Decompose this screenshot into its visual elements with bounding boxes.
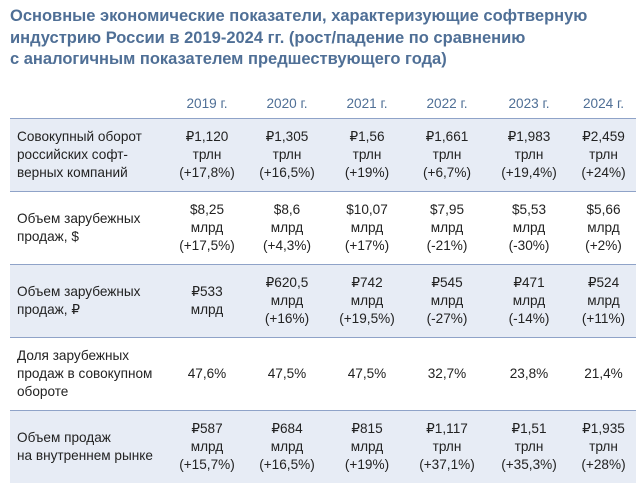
row-label-line: продаж, $	[17, 229, 79, 244]
table-cell	[571, 118, 636, 191]
cell-line: (+16,5%)	[259, 457, 315, 472]
cell-line: $5,53	[511, 202, 547, 217]
table-cell	[327, 118, 407, 191]
table-cell	[571, 264, 636, 337]
cell-line: ₽1,983	[507, 129, 551, 144]
title-line: Основные экономические показатели, характеризующие софтверную	[10, 7, 588, 25]
cell-line: трлн	[352, 147, 382, 162]
cell-line: млрд	[270, 439, 304, 454]
table-cell	[407, 410, 487, 483]
table-cell	[407, 264, 487, 337]
cell-line: ₽1,935	[582, 421, 625, 436]
cell-line: (+19%)	[344, 165, 390, 180]
cell-line: (-21%)	[426, 238, 468, 253]
table-cell	[407, 118, 487, 191]
cell-line: (+19,4%)	[501, 165, 557, 180]
cell-line: (+16,5%)	[259, 165, 315, 180]
cell-line: ₽1,661	[425, 129, 469, 144]
row-label-line: российских софт-	[17, 147, 128, 162]
cell-line: ₽524	[587, 275, 620, 290]
cell-line: (-30%)	[508, 238, 550, 253]
cell-line: ₽1,120	[185, 129, 229, 144]
cell-line: ₽533	[191, 284, 223, 299]
table-cell	[571, 410, 636, 483]
cell-line: трлн	[514, 439, 544, 454]
cell-line: трлн	[589, 439, 618, 454]
cell-line: (+11%)	[581, 311, 626, 326]
row-label	[10, 264, 167, 337]
table-row	[10, 410, 636, 483]
row-label-line: верных компаний	[17, 165, 128, 180]
table-cell	[327, 264, 407, 337]
cell-line: (+24%)	[581, 165, 626, 180]
cell-line: ₽684	[271, 421, 303, 436]
row-label-line: продаж, ₽	[17, 302, 80, 317]
cell-line: (+37,1%)	[419, 457, 475, 472]
column-header: 2021 г.	[346, 96, 388, 111]
table-cell	[247, 337, 327, 410]
column-header: 2023 г.	[508, 96, 550, 111]
cell-line: ₽742	[351, 275, 383, 290]
cell-line: млрд	[587, 220, 620, 235]
table-cell	[327, 410, 407, 483]
cell-line: ₽815	[351, 421, 383, 436]
cell-line: млрд	[350, 220, 384, 235]
cell-line: ₽545	[431, 275, 463, 290]
table-cell	[167, 118, 247, 191]
cell-line: (+35,3%)	[501, 457, 557, 472]
cell-line: 47,5%	[267, 366, 307, 381]
row-label-line: Доля зарубежных	[17, 348, 130, 363]
economic-indicators-table	[10, 90, 636, 483]
table-cell	[487, 264, 571, 337]
table-row	[10, 118, 636, 191]
cell-line: (+19,5%)	[339, 311, 395, 326]
cell-line: трлн	[514, 147, 544, 162]
row-label	[10, 410, 167, 483]
cell-line: ₽1,51	[511, 421, 547, 436]
cell-line: (+28%)	[581, 457, 626, 472]
row-label-line: Объем продаж	[17, 430, 111, 445]
table-header-row	[10, 90, 636, 118]
title-line: индустрию России в 2019-2024 гг. (рост/падение по сравнению	[10, 28, 526, 47]
table-cell	[247, 264, 327, 337]
cell-line: млрд	[270, 220, 304, 235]
row-label-line: продаж в совокупном	[17, 366, 153, 381]
cell-line: млрд	[190, 220, 224, 235]
column-header: 2019 г.	[186, 96, 228, 111]
cell-line: ₽1,305	[265, 129, 309, 144]
column-header: 2022 г.	[426, 96, 468, 111]
cell-line: млрд	[430, 220, 464, 235]
cell-line: трлн	[589, 147, 618, 162]
row-label	[10, 337, 167, 410]
table-cell	[167, 264, 247, 337]
table-cell	[327, 337, 407, 410]
cell-line: ₽1,56	[349, 129, 385, 144]
table-cell	[571, 191, 636, 264]
cell-line: трлн	[192, 147, 222, 162]
cell-line: трлн	[272, 147, 302, 162]
table-cell	[327, 191, 407, 264]
cell-line: $8,25	[189, 202, 225, 217]
table-cell	[247, 191, 327, 264]
cell-line: (+17,5%)	[179, 238, 235, 253]
cell-line: 23,8%	[509, 366, 549, 381]
cell-line: (+16%)	[264, 311, 310, 326]
table-cell	[407, 191, 487, 264]
cell-line: 32,7%	[427, 366, 467, 381]
cell-line: млрд	[512, 220, 546, 235]
row-label-line: на внутреннем рынке	[17, 448, 153, 463]
cell-line: 47,6%	[187, 366, 227, 381]
cell-line: млрд	[270, 293, 304, 308]
cell-line: трлн	[432, 439, 462, 454]
table-cell	[167, 191, 247, 264]
page-title	[10, 6, 630, 71]
cell-line: 47,5%	[347, 366, 387, 381]
cell-line: млрд	[350, 293, 384, 308]
cell-line: 21,4%	[584, 366, 623, 381]
cell-line: ₽1,117	[426, 421, 468, 436]
table-cell	[407, 337, 487, 410]
cell-line: (-27%)	[426, 311, 468, 326]
table-cell	[487, 410, 571, 483]
cell-line: $8,6	[273, 202, 301, 217]
cell-line: (+17,8%)	[179, 165, 235, 180]
header-empty	[10, 90, 167, 118]
table-cell	[487, 191, 571, 264]
row-label-line: обороте	[17, 384, 69, 399]
cell-line: млрд	[587, 293, 620, 308]
cell-line: ₽2,459	[582, 129, 625, 144]
table-cell	[487, 337, 571, 410]
column-header: 2020 г.	[266, 96, 308, 111]
table-cell	[487, 118, 571, 191]
row-label-line: Объем зарубежных	[17, 284, 141, 299]
cell-line: (+17%)	[344, 238, 390, 253]
table-cell	[167, 410, 247, 483]
row-label	[10, 191, 167, 264]
cell-line: млрд	[430, 293, 464, 308]
cell-line: ₽587	[191, 421, 223, 436]
table-row	[10, 337, 636, 410]
cell-line: млрд	[190, 302, 224, 317]
cell-line: (+2%)	[585, 238, 622, 253]
cell-line: ₽471	[513, 275, 545, 290]
title-line: с аналогичным показателем предшествующего года)	[10, 50, 447, 68]
table-row	[10, 191, 636, 264]
cell-line: $10,07	[346, 202, 388, 217]
cell-line: (-14%)	[508, 311, 550, 326]
column-header: 2024 г.	[582, 96, 625, 111]
cell-line: (+6,7%)	[423, 165, 471, 180]
table-cell	[571, 337, 636, 410]
cell-line: трлн	[432, 147, 462, 162]
cell-line: (+4,3%)	[263, 238, 311, 253]
cell-line: $5,66	[586, 202, 621, 217]
table-cell	[247, 410, 327, 483]
row-label	[10, 118, 167, 191]
cell-line: (+19%)	[344, 457, 390, 472]
row-label-line: Совокупный оборот	[17, 129, 142, 144]
table-row	[10, 264, 636, 337]
cell-line: млрд	[190, 439, 224, 454]
cell-line: ₽620,5	[265, 275, 309, 290]
table-cell	[247, 118, 327, 191]
cell-line: $7,95	[429, 202, 465, 217]
table-cell	[167, 337, 247, 410]
cell-line: млрд	[350, 439, 384, 454]
row-label-line: Объем зарубежных	[17, 211, 141, 226]
cell-line: млрд	[512, 293, 546, 308]
cell-line: (+15,7%)	[179, 457, 235, 472]
